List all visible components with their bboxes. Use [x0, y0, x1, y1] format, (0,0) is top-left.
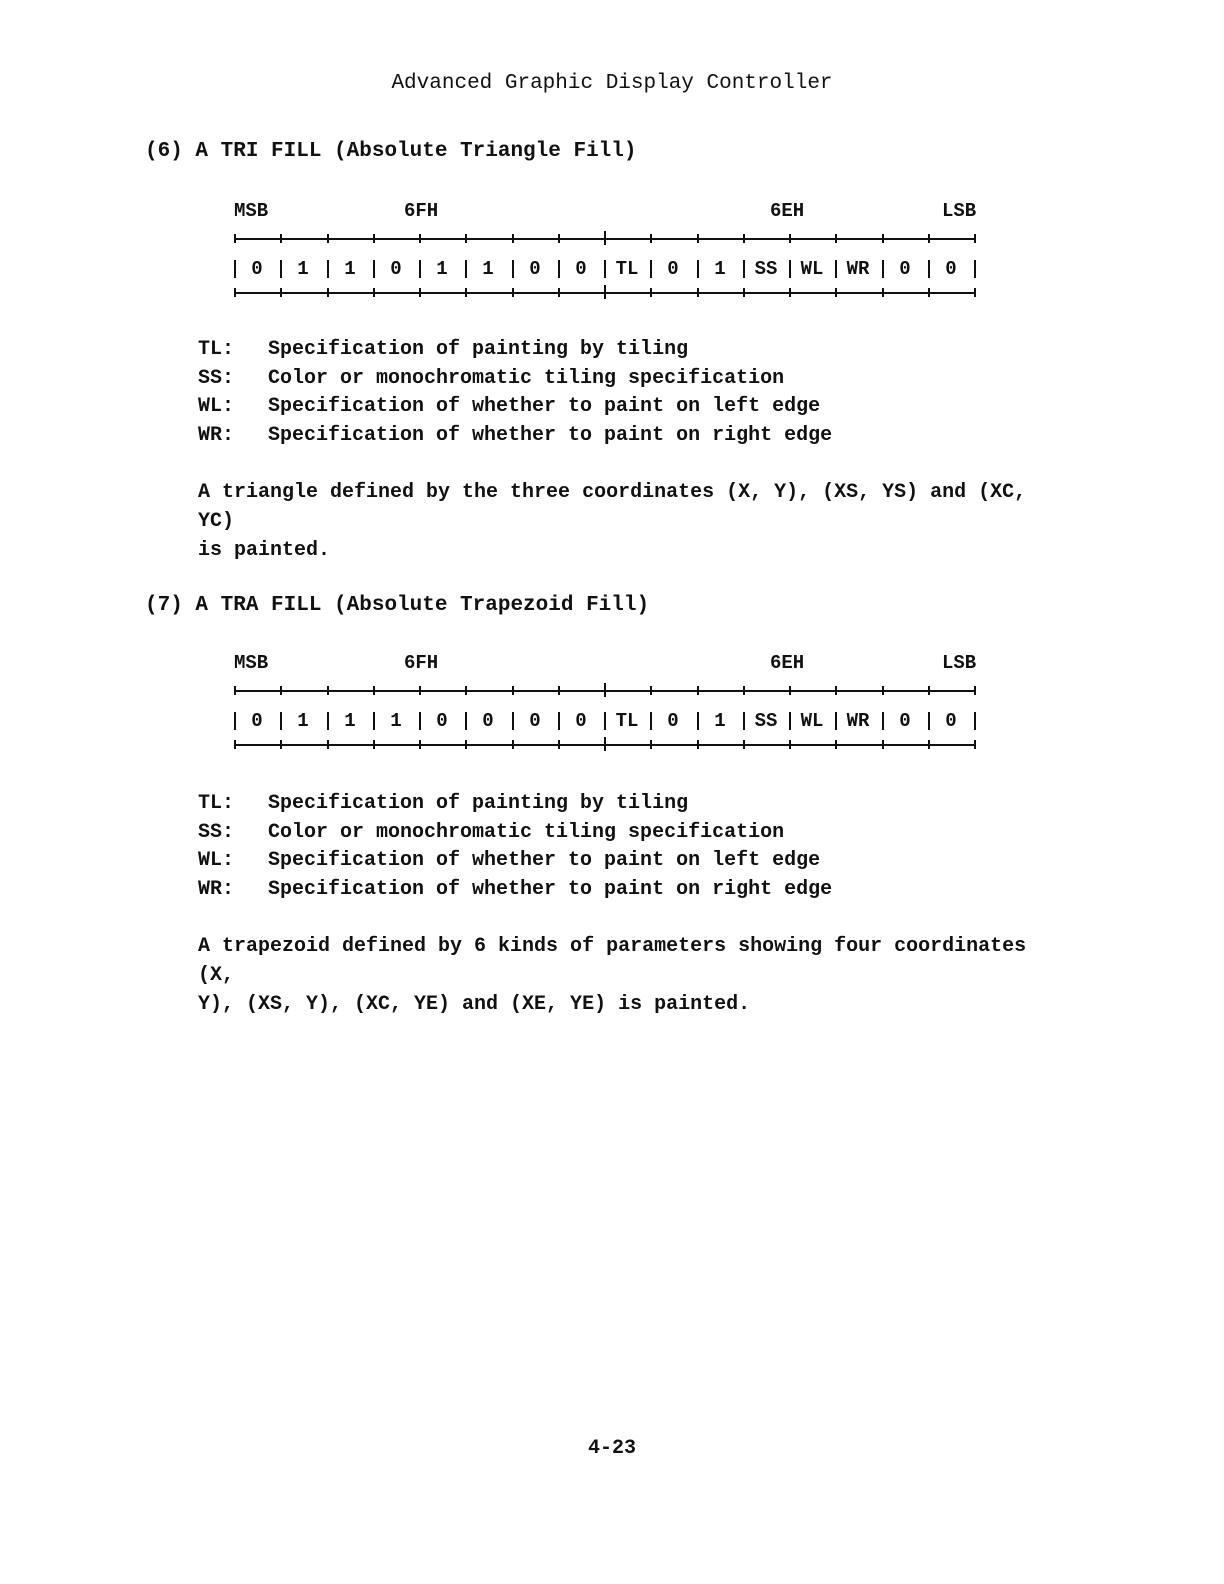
register-bit-5: 1 [714, 710, 726, 732]
register-bit-1: 0 [899, 710, 911, 732]
low-byte-label: 6EH [770, 652, 805, 674]
register-bit-7: TL [615, 710, 639, 732]
register-bit-10: 1 [482, 258, 494, 280]
register-tick [697, 288, 699, 297]
register-tick [558, 288, 560, 297]
definition-key: TL: [198, 792, 235, 815]
lsb-label: LSB [942, 652, 977, 674]
register-tick [465, 740, 467, 749]
register-tick [604, 231, 606, 245]
register-tick [697, 740, 699, 749]
msb-label: MSB [234, 652, 269, 674]
register-tick [974, 234, 976, 243]
register-tick [882, 234, 884, 243]
definition-text: Color or monochromatic tiling specification [268, 366, 785, 390]
register-tick [974, 288, 976, 297]
register-tick [928, 234, 930, 243]
page-number: 4-23 [587, 1437, 636, 1460]
register-bits [234, 257, 976, 281]
definition-key: SS: [198, 820, 235, 844]
register-tick [882, 740, 884, 749]
register-tick [604, 285, 606, 299]
register-tick [743, 234, 745, 243]
register-tick [882, 288, 884, 297]
register-tick [280, 686, 282, 695]
register-tick [280, 234, 282, 243]
register-tick [789, 234, 791, 243]
register-tick [697, 686, 699, 695]
high-byte-label: 6FH [404, 200, 439, 222]
register-bit-10: 0 [482, 710, 494, 732]
register-bit-11: 1 [436, 258, 448, 280]
register-tick [512, 740, 514, 749]
low-byte-label: 6EH [770, 200, 805, 222]
register-bit-13: 1 [344, 258, 356, 280]
register-tick [650, 740, 652, 749]
register-tick [373, 740, 375, 749]
register-tick [327, 288, 329, 297]
register-bits [234, 709, 976, 733]
register-bit-4: SS [754, 258, 778, 280]
register-bit-2: WR [846, 710, 870, 732]
description-tri-fill: A triangle defined by the three coordinates (X, Y), (XS, YS) and (XC, YC) is painted. [198, 481, 1027, 562]
definition-text: Specification of painting by tiling [268, 338, 689, 361]
bit-separator [974, 260, 976, 278]
register-tick [789, 740, 791, 749]
register-tick [512, 288, 514, 297]
register-tick [835, 288, 837, 297]
register-diagram-tra-fill [234, 652, 976, 762]
register-bit-9: 0 [529, 258, 541, 280]
register-bit-3: WL [800, 258, 824, 280]
register-bit-9: 0 [529, 710, 541, 732]
register-tick [743, 686, 745, 695]
register-tick [512, 234, 514, 243]
description-tra-fill: A trapezoid defined by 6 kinds of parameters showing four coordinates (X, Y), (XS, Y), (XC, YE) and (XE, YE) is painted. [198, 935, 1027, 1016]
register-bit-14: 1 [297, 258, 309, 280]
register-tick [373, 686, 375, 695]
register-tick [743, 740, 745, 749]
register-tick [650, 686, 652, 695]
register-tick [650, 288, 652, 297]
register-tick [280, 288, 282, 297]
register-tick [789, 686, 791, 695]
register-tick [373, 234, 375, 243]
register-tick [373, 288, 375, 297]
register-tick [512, 686, 514, 695]
definition-key: WR: [198, 423, 235, 447]
definition-text: Specification of whether to paint on right edge [268, 423, 833, 447]
register-tick [743, 288, 745, 297]
definition-text: Specification of painting by tiling [268, 792, 689, 815]
definition-key: WR: [198, 877, 235, 901]
register-bit-11: 0 [436, 710, 448, 732]
definition-key: WL: [198, 395, 235, 418]
page-header: Advanced Graphic Display Controller [391, 72, 833, 95]
register-bit-7: TL [615, 258, 639, 280]
register-tick [604, 737, 606, 751]
register-tick [835, 686, 837, 695]
register-tick [697, 234, 699, 243]
register-tick [419, 740, 421, 749]
register-tick [280, 740, 282, 749]
register-bit-3: WL [800, 710, 824, 732]
register-bit-15: 0 [251, 710, 263, 732]
register-tick [465, 288, 467, 297]
register-tick [604, 683, 606, 697]
register-bit-6: 0 [667, 258, 679, 280]
msb-label: MSB [234, 200, 269, 222]
register-bit-1: 0 [899, 258, 911, 280]
register-tick [928, 288, 930, 297]
register-bit-12: 1 [390, 710, 402, 732]
register-tick [419, 288, 421, 297]
register-tick [419, 234, 421, 243]
register-tick [327, 686, 329, 695]
register-bit-8: 0 [575, 710, 587, 732]
bit-separator [974, 712, 976, 730]
register-tick [928, 740, 930, 749]
register-tick [928, 686, 930, 695]
section-title-tri-fill: (6) A TRI FILL (Absolute Triangle Fill) [145, 140, 637, 163]
register-bit-4: SS [754, 710, 778, 732]
register-tick [974, 686, 976, 695]
register-tick [789, 288, 791, 297]
register-tick [558, 686, 560, 695]
definition-key: TL: [198, 338, 235, 361]
register-tick [327, 234, 329, 243]
register-bit-8: 0 [575, 258, 587, 280]
register-bit-0: 0 [945, 258, 957, 280]
register-tick [558, 234, 560, 243]
register-bit-2: WR [846, 258, 870, 280]
register-tick [234, 740, 236, 749]
lsb-label: LSB [942, 200, 977, 222]
register-bit-6: 0 [667, 710, 679, 732]
register-bit-12: 0 [390, 258, 402, 280]
register-bit-13: 1 [344, 710, 356, 732]
register-bit-14: 1 [297, 710, 309, 732]
register-tick [882, 686, 884, 695]
register-tick [650, 234, 652, 243]
section-title-tra-fill: (7) A TRA FILL (Absolute Trapezoid Fill) [145, 594, 650, 617]
register-tick [465, 686, 467, 695]
register-bit-5: 1 [714, 258, 726, 280]
high-byte-label: 6FH [404, 652, 439, 674]
register-tick [327, 740, 329, 749]
register-tick [558, 740, 560, 749]
register-tick [835, 234, 837, 243]
register-tick [234, 234, 236, 243]
register-tick [419, 686, 421, 695]
register-bit-0: 0 [945, 710, 957, 732]
definition-key: WL: [198, 849, 235, 872]
register-tick [234, 686, 236, 695]
definition-text: Color or monochromatic tiling specification [268, 820, 785, 844]
register-tick [974, 740, 976, 749]
definition-text: Specification of whether to paint on left edge [268, 395, 821, 418]
register-tick [835, 740, 837, 749]
definition-key: SS: [198, 366, 235, 390]
register-tick [234, 288, 236, 297]
register-bit-15: 0 [251, 258, 263, 280]
definition-text: Specification of whether to paint on right edge [268, 877, 833, 901]
register-tick [465, 234, 467, 243]
register-diagram-tri-fill [234, 200, 976, 310]
definition-text: Specification of whether to paint on left edge [268, 849, 821, 872]
